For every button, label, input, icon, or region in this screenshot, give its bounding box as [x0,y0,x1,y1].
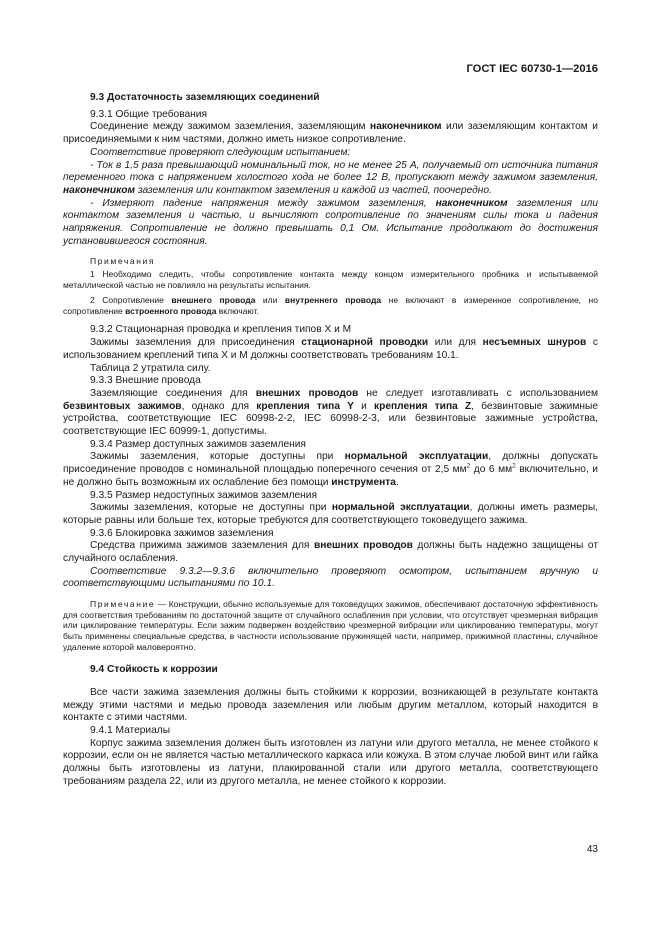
page-number: 43 [586,844,598,855]
paragraph: Соответствие проверяют следующим испытанием: [90,146,351,158]
note-1: 1 Необходимо следить, чтобы сопротивление контакта между концом измерительного пробника и испытываемой металлической частью не повлияло на результаты испытания. [63,269,598,290]
page-content [63,92,598,788]
subsection-9-3-3-title: 9.3.3 Внешние провода [90,375,201,387]
paragraph: Корпус зажима заземления должен быть изготовлен из латуни или другого металла, не менее стойкого к коррозии, если он не является частью металлического каркаса или кожуха. В этом случае любой винт или гайка должны быть изготовлены из латуни, плакированной стали или другого металла, соответствующего требованиям раздела 22, или из другого металла, не менее стойкого к коррозии. [63,737,598,787]
paragraph: Соответствие 9.3.2—9.3.6 включительно проверяют осмотром, испытанием вручную и соответствующими испытаниями по 10.1. [63,565,598,590]
subsection-9-3-5-title: 9.3.5 Размер недоступных зажимов заземления [90,489,318,501]
paragraph: Зажимы заземления для присоединения стационарной проводки или для несъемных шнуров с использованием креплений типа X и M должны соответствовать требованиям 10.1. [63,337,598,361]
subsection-9-3-6-title: 9.3.6 Блокировка зажимов заземления [90,527,274,539]
paragraph: Средства прижима зажимов заземления для внешних проводов должны быть надежно защищены от случайного ослабления. [63,540,598,565]
paragraph: Все части зажима заземления должны быть стойкими к коррозии, возникающей в результате контакта между этими частями и медью провода заземления или любым другим металлом, который находится в контакте с этими частями. [63,686,598,724]
section-9-3-heading: 9.3 Достаточность заземляющих соединений [90,92,320,103]
note-9-3-6: Примечание — Конструкции, обычно используемые для токоведущих зажимов, обеспечивают достаточную эффективность для соответствия требованиям по достаточной защите от случайного ослабления при условии, что отсутствует чрезмерная вибрация или циклирование температуры. Если зажим подвержен воздействию чрезмерной вибрации или циклированию температуры, могут быть применены специальные средства, в частности использование пружинящей части, например, прижимной пластины, случайное удаление которой маловероятно. [63,599,598,652]
note-2: 2 Сопротивление внешнего провода или внутреннего провода не включают в измеренное сопротивление, но сопротивление встроенного провода включают. [63,295,598,316]
paragraph: Соединение между зажимом заземления, заземляющим наконечником или заземляющим контактом и присоединяемыми к ним частями, должно иметь низкое сопротивление. [63,121,598,146]
paragraph: Таблица 2 утратила силу. [90,362,211,374]
paragraph: - Ток в 1,5 раза превышающий номинальный ток, но не менее 25 А, получаемый от источника питания переменного тока с напряжением холостого хода не более 12 В, пропускают между зажимом заземления, наконечником заземления или контактом заземления и каждой из частей, поочередно. [63,159,598,196]
paragraph: Зажимы заземления, которые доступны при нормальной эксплуатации, должны допускать присоединение проводов с номинальной площадью поперечного сечения от 2,5 $мм^2$ до 6 $мм^2$ включительно, и не должно быть возможным их ослабление без помощи инструмента. [63,451,599,488]
paragraph: Зажимы заземления, которые не доступны при нормальной эксплуатации, должны иметь размеры, которые равны или больше тех, которые требуются для соответствующего токоведущего зажима. [63,502,598,526]
subsection-9-3-4-title: 9.3.4 Размер доступных зажимов заземления [90,438,306,450]
paragraph: - Измеряют падение напряжения между зажимом заземления, наконечником заземления или контактом заземления и частью, и вычисляют сопротивление по значениям силы тока и падения напряжения. Сопротивление не должно превышать 0,1 Ом. Испытание продолжают до достижения установившегося состояния. [63,197,598,247]
subsection-9-3-1-title: 9.3.1 Общие требования [90,108,207,120]
section-9-4-heading: 9.4 Стойкость к коррозии [90,664,218,676]
document-header-id: ГОСТ IEC 60730-1—2016 [466,63,598,75]
paragraph: Заземляющие соединения для внешних проводов не следует изготавливать с использованием безвинтовых зажимов, однако для крепления типа Y и крепления типа Z, безвинтовые зажимные устройства, соответствующие IEC 60998-2-2, IEC 60998-2-3, или безвинтовые зажимные устройства, соответствующие IEC 60999-1, допустимы. [63,387,598,438]
subsection-9-4-1-title: 9.4.1 Материалы [90,724,171,736]
subsection-9-3-2-title: 9.3.2 Стационарная проводка и крепления типов X и M [90,324,352,336]
notes-title: Примечания [90,256,156,267]
